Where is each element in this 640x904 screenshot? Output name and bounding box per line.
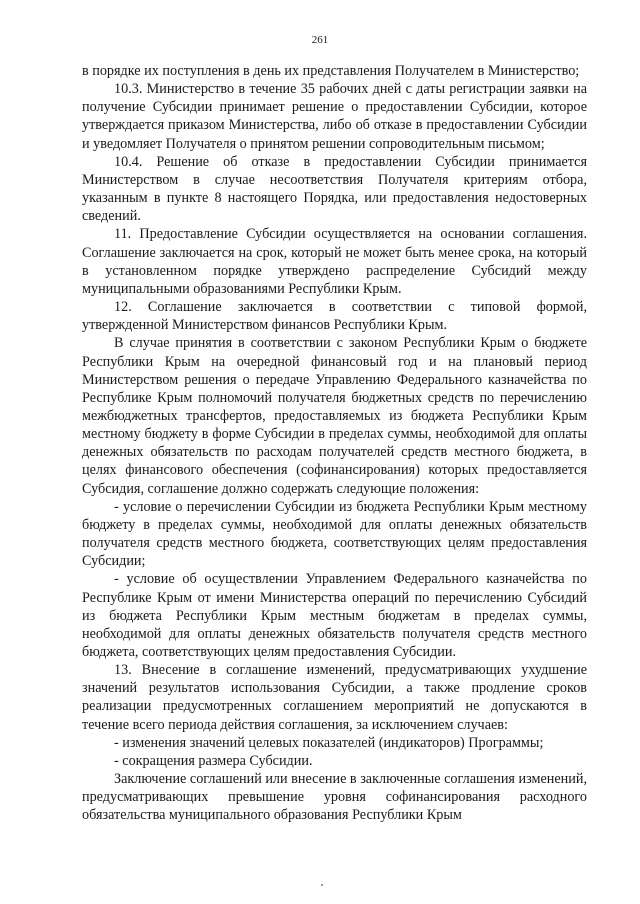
page-number: 261	[311, 34, 329, 46]
paragraph: - изменения значений целевых показателей (индикаторов) Программы;	[114, 734, 544, 751]
paragraph: В случае принятия в соответствии с законом Республики Крым о бюджете Республики Крым на очередной финансовый год и на плановый период Министерством решения о передаче Управлению Федерального казначейства по Республике Крым полномочий получателя бюджетных средств по перечислению межбюджетных трансфертов, предоставляемых из бюджета Республики Крым местному бюджету в форме Субсидии в пределах суммы, необходимой для оплаты денежных обязательств по расходам получателей средств местного бюджета, в целях финансового обеспечения (софинансирования) которых предоставляется Субсидия, соглашение должно содержать следующие положения:	[82, 335, 587, 497]
paragraph: - условие о перечислении Субсидии из бюджета Республики Крым местному бюджету в пределах суммы, необходимой для оплаты денежных обязательств получателя средств местного бюджета, соответствующих целям предоставления Субсидии;	[82, 498, 587, 570]
paragraph: 10.4. Решение об отказе в предоставлении Субсидии принимается Министерством в случае несоответствия Получателя критериям отбора, указанным в пункте 8 настоящего Порядка, или предоставления недостоверных сведений.	[82, 153, 587, 225]
paragraph: в порядке их поступления в день их представления Получателем в Министерство;	[82, 63, 580, 79]
scan-speck	[321, 884, 323, 886]
document-body	[82, 62, 587, 825]
paragraph: 13. Внесение в соглашение изменений, предусматривающих ухудшение значений результатов использования Субсидии, а также продление сроков реализации предусмотренных соглашением мероприятий не допускаются в течение всего периода действия соглашения, за исключением случаев:	[82, 662, 587, 733]
paragraph: - сокращения размера Субсидии.	[114, 752, 313, 769]
paragraph: 11. Предоставление Субсидии осуществляется на основании соглашения. Соглашение заключается на срок, который не может быть менее срока, на который в установленном порядке утверждено распределение Субсидий между муниципальными образованиями Республики Крым.	[82, 226, 587, 297]
paragraph: Заключение соглашений или внесение в заключенные соглашения изменений, предусматривающих превышение уровня софинансирования расходного обязательства муниципального образования Республики Крым	[82, 771, 587, 824]
paragraph: 10.3. Министерство в течение 35 рабочих дней с даты регистрации заявки на получение Субсидии принимает решение о предоставлении Субсидии, которое утверждается приказом Министерства, либо об отказе в предоставлении Субсидии и уведомляет Получателя о принятом решении сопроводительным письмом;	[82, 81, 587, 152]
paragraph: - условие об осуществлении Управлением Федерального казначейства по Республике Крым от имени Министерства операций по перечислению Субсидий из бюджета Республики Крым местным бюджетам в пределах суммы, необходимой для оплаты денежных обязательств получателя средств местного бюджета, соответствующих целям предоставления Субсидии.	[82, 571, 587, 660]
paragraph: 12. Соглашение заключается в соответствии с типовой формой, утвержденной Министерством финансов Республики Крым.	[82, 299, 587, 334]
